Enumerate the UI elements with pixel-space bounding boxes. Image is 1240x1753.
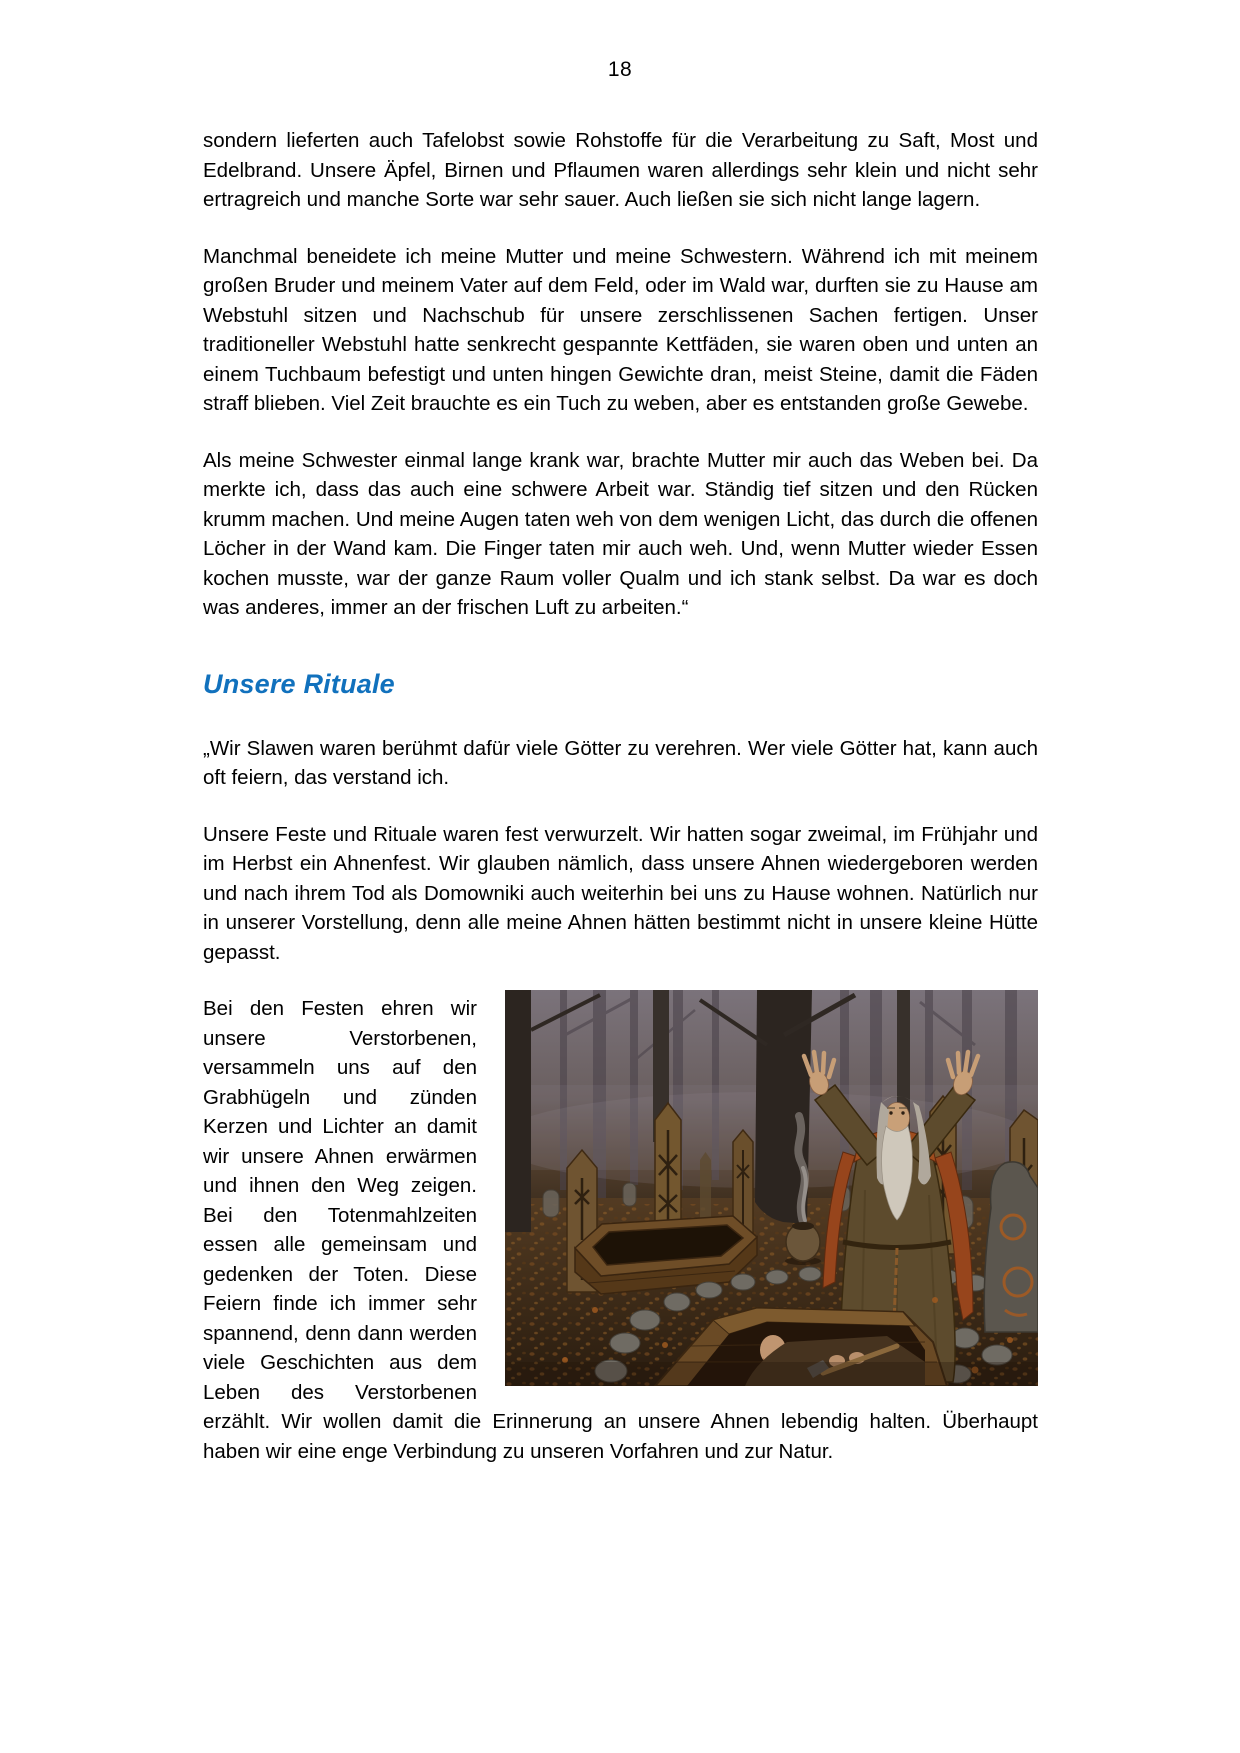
empty-coffin xyxy=(575,1216,757,1294)
section-heading-unsere-rituale: Unsere Rituale xyxy=(203,668,395,699)
paragraph-ahnenfest: Unsere Feste und Rituale waren fest verwurzelt. Wir hatten sogar zweimal, im Frühjahr und im Herbst ein Ahnenfest. Wir glauben nämlich, dass unsere Ahnen wiedergeboren werden und nach ihrem Tod als Domowniki auch weiterhin bei uns zu Hause wohnen. Natürlich nur in unserer Vorstellung, denn alle meine Ahnen hätten bestimmt nicht in unsere kleine Hütte gepasst. xyxy=(203,822,1038,964)
page-number: 18 xyxy=(607,58,633,81)
paragraph-festen xyxy=(203,994,1038,1466)
paragraph-webstuhl: Manchmal beneidete ich meine Mutter und meine Schwestern. Während ich mit meinem großen Bruder und meinem Vater auf dem Feld, oder im Wald war, durften sie zu Hause am Webstuhl sitzen und Nachschub für unsere zerschlissenen Sachen fertigen. Unser traditioneller Webstuhl hatte senkrecht gespannte Kettfäden, sie waren oben und unten an einem Tuchbaum befestigt und unten hingen Gewichte dran, meist Steine, damit die Fäden straff blieben. Viel Zeit brauchte es ein Tuch zu weben, aber es entstanden große Gewebe. xyxy=(203,244,1038,415)
ritual-painting xyxy=(505,990,1038,1386)
paragraph-obst: sondern lieferten auch Tafelobst sowie Rohstoffe für die Verarbeitung zu Saft, Most und Edelbrand. Unsere Äpfel, Birnen und Pflaumen waren allerdings sehr klein und nicht sehr ertragreich und manche Sorte war sehr sauer. Auch ließen sie sich nicht lange lagern. xyxy=(203,129,1038,211)
paragraph-festen-text: Bei den Festen ehren wir unsere Verstorbenen, versammeln uns auf den Grabhügeln und zünden Kerzen und Lichter an damit wir unsere Ahnen erwärmen und ihnen den Weg zeigen. Bei den Totenmahlzeiten essen alle gemeinsam und gedenken der Toten. Diese Feiern finde ich immer sehr spannend, denn dann werden viele Geschichten aus dem Leben des Verstorbenen erzählt. Wir wollen damit die Erinnerung an unsere Ahnen lebendig halten. Überhaupt haben wir eine enge Verbindung zu unseren Vorfahren und zur Natur. xyxy=(203,997,1038,1463)
ritual-painting-svg xyxy=(505,990,1038,1386)
vignette xyxy=(505,1362,1038,1386)
paragraph-weben: Als meine Schwester einmal lange krank war, brachte Mutter mir auch das Weben bei. Da merkte ich, dass das auch eine schwere Arbeit war. Ständig tief sitzen und den Rücken krumm machen. Und meine Augen taten weh von dem wenigen Licht, das durch die offenen Löcher in der Wand kam. Die Finger taten mir auch weh. Und, wenn Mutter wieder Essen kochen musste, war der ganze Raum voller Qualm und ich stank selbst. Da war es doch was anderes, immer an der frischen Luft zu arbeiten.“ xyxy=(203,448,1038,619)
paragraph-goetter: „Wir Slawen waren berühmt dafür viele Götter zu verehren. Wer viele Götter hat, kann auch oft feiern, das verstand ich. xyxy=(203,736,1038,789)
text-column xyxy=(203,126,1038,1466)
